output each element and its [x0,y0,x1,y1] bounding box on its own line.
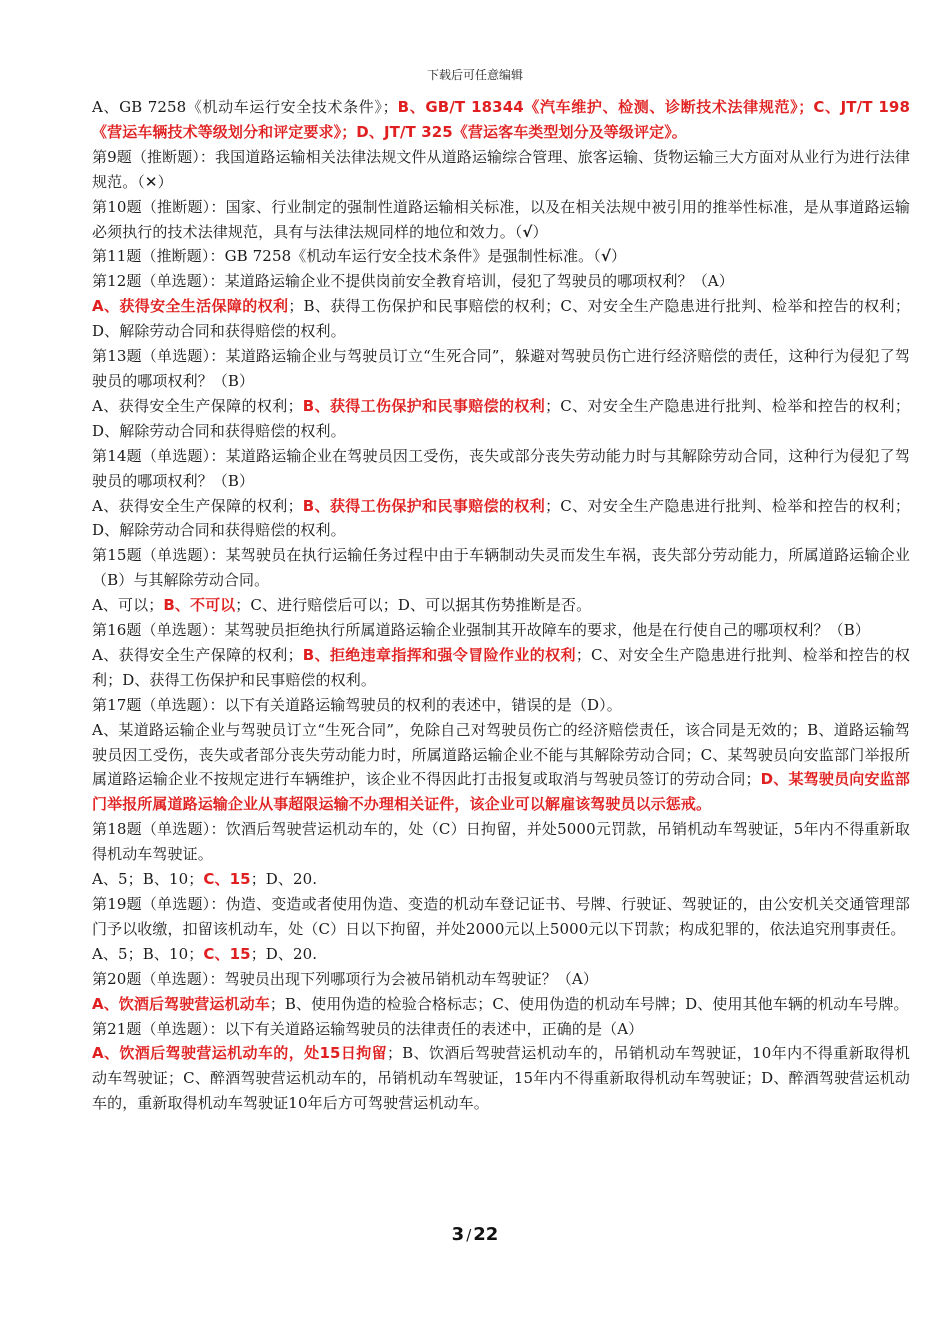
text-run: A、GB 7258《机动车运行安全技术条件》； [92,98,398,116]
text-run: A、5；B、10； [92,870,204,889]
paragraph [92,1041,910,1116]
text-run: A、获得安全生产保障的权利； [92,396,303,415]
text-run: 第14题（单选题）：某道路运输企业在驾驶员因工受伤，丧失或部分丧失劳动能力时与其解除劳动合同，这种行为侵犯了驾驶员的哪项权利？（B） [92,446,910,490]
text-run: ） [157,172,173,191]
document-body [92,95,910,1116]
paragraph [92,95,910,145]
text-run: 第12题（单选题）：某道路运输企业不提供岗前安全教育培训，侵犯了驾驶员的哪项权利？（A） [92,272,734,291]
answer-highlight: C、15 [203,944,251,963]
paragraph [92,145,910,195]
answer-highlight: A、获得安全生活保障的权利 [92,297,289,316]
paragraph [92,992,910,1017]
text-run: ；B、饮酒后驾驶营运机动车的，吊销机动车驾驶证，10年内不得重新取得机动车驾驶证；C、醉酒驾驶营运机动车的，吊销机动车驾驶证，15年内不得重新取得机动车驾驶证；D、醉酒驾驶营运机动车的，重新取得机动车驾驶证10年后方可驾驶营运机动车。 [92,1044,910,1113]
paragraph [92,1017,910,1042]
total-pages: 22 [473,1224,499,1245]
paragraph [92,718,910,818]
text-run: 第11题（推断题）：GB 7258《机动车运行安全技术条件》是强制性标准。（ [92,247,601,266]
page-separator: / [466,1226,472,1244]
judgement-mark: ✕ [144,172,158,191]
paragraph [92,967,910,992]
paragraph [92,643,910,693]
answer-highlight: A、饮酒后驾驶营运机动车 [92,994,270,1013]
text-run: 第15题（单选题）：某驾驶员在执行运输任务过程中由于车辆制动失灵而发生车祸，丧失部分劳动能力，所属道路运输企业（B）与其解除劳动合同。 [92,546,910,590]
text-run: A、可以； [92,596,164,615]
paragraph [92,195,910,245]
text-run: ；C、对安全生产隐患进行批判、检举和控告的权利；D、解除劳动合同和获得赔偿的权利。 [92,496,910,540]
text-run: ） [532,222,548,241]
text-run: 第17题（单选题）：以下有关道路运输驾驶员的权利的表述中，错误的是（D）。 [92,695,622,714]
paragraph [92,269,910,294]
text-run: 第19题（单选题）：伪造、变造或者使用伪造、变造的机动车登记证书、号牌、行驶证、驾驶证的，由公安机关交通管理部门予以收缴，扣留该机动车，处（C）日以下拘留，并处2000元以上5000元以下罚款；构成犯罪的，依法追究刑事责任。 [92,895,910,938]
answer-highlight: B、不可以 [163,596,236,615]
page-header: 下载后可任意编辑 [426,68,523,82]
text-run: ；B、使用伪造的检验合格标志；C、使用伪造的机动车号牌；D、使用其他车辆的机动车号牌。 [269,994,909,1013]
text-run: A、获得安全生产保障的权利； [92,496,303,515]
text-run: 第20题（单选题）：驾驶员出现下列哪项行为会被吊销机动车驾驶证？（A） [92,969,598,988]
paragraph [92,543,910,593]
answer-highlight: A、饮酒后驾驶营运机动车的，处15日拘留 [92,1044,388,1063]
paragraph [92,593,910,618]
text-run: 第18题（单选题）：饮酒后驾驶营运机动车的，处（C）日拘留，并处5000元罚款，吊销机动车驾驶证，5年内不得重新取得机动车驾驶证。 [92,820,910,864]
answer-highlight: B、获得工伤保护和民事赔偿的权利 [302,496,546,515]
paragraph [92,867,910,892]
answer-highlight: B、GB/T 18344《汽车维护、检测、诊断技术法律规范》；C、JT/T 198《营运车辆技术等级划分和评定要求》；D、JT/T 325《营运客车类型划分及等级评定》。 [92,98,910,141]
paragraph [92,444,910,494]
text-run: 第13题（单选题）：某道路运输企业与驾驶员订立“生死合同”，躲避对驾驶员伤亡进行经济赔偿的责任，这种行为侵犯了驾驶员的哪项权利？（B） [92,347,910,390]
text-run: ） [610,247,627,266]
page-number [0,1224,950,1245]
text-run: ；B、获得工伤保护和民事赔偿的权利；C、对安全生产隐患进行批判、检举和控告的权利；D、解除劳动合同和获得赔偿的权利。 [92,297,910,341]
text-run: 第9题（推断题）：我国道路运输相关法律法规文件从道路运输综合管理、旅客运输、货物运输三大方面对从业行为进行法律规范。（ [92,147,910,191]
current-page: 3 [451,1224,465,1245]
text-run: 第16题（单选题）：某驾驶员拒绝执行所属道路运输企业强制其开故障车的要求，他是在行使自己的哪项权利？（B） [92,621,870,640]
text-run: 第10题（推断题）：国家、行业制定的强制性道路运输相关标准，以及在相关法规中被引用的推举性标准，是从事道路运输必须执行的技术法律规范，具有与法律法规同样的地位和效力。（ [92,197,910,241]
text-run: A、获得安全生产保障的权利； [92,645,303,664]
answer-highlight: D、某驾驶员向安监部门举报所属道路运输企业从事超限运输不办理相关证件，该企业可以解雇该驾驶员以示惩戒。 [92,770,910,814]
answer-highlight: B、拒绝违章指挥和强令冒险作业的权利 [302,645,576,664]
text-run: A、5；B、10； [92,944,204,963]
text-run: ；C、进行赔偿后可以；D、可以据其伤势推断是否。 [235,596,592,615]
text-run: ；D、20. [250,944,318,963]
paragraph [92,892,910,942]
paragraph [92,693,910,718]
paragraph [92,394,910,444]
paragraph [92,618,910,643]
paragraph [92,817,910,867]
text-run: ；C、对安全生产隐患进行批判、检举和控告的权利；D、解除劳动合同和获得赔偿的权利。 [92,396,910,440]
judgement-mark: √ [522,222,533,241]
paragraph [92,942,910,967]
paragraph [92,244,910,269]
judgement-mark: √ [600,247,611,266]
text-run: A、某道路运输企业与驾驶员订立“生死合同”，免除自己对驾驶员伤亡的经济赔偿责任，该合同是无效的；B、道路运输驾驶员因工受伤，丧失或者部分丧失劳动能力时，所属道路运输企业不能与其解除劳动合同；C、某驾驶员向安监部门举报所属道路运输企业不按规定进行车辆维护，该企业不得因此打击报复或取消与驾驶员签订的劳动合同； [92,720,910,789]
paragraph [92,294,910,344]
answer-highlight: C、15 [203,870,251,889]
paragraph [92,494,910,544]
text-run: ；D、20. [250,870,318,889]
text-run: 第21题（单选题）：以下有关道路运输驾驶员的法律责任的表述中，正确的是（A） [92,1019,644,1038]
text-run: ；C、对安全生产隐患进行批判、检举和控告的权利；D、获得工伤保护和民事赔偿的权利。 [92,645,910,689]
answer-highlight: B、获得工伤保护和民事赔偿的权利 [302,396,546,415]
paragraph [92,344,910,394]
